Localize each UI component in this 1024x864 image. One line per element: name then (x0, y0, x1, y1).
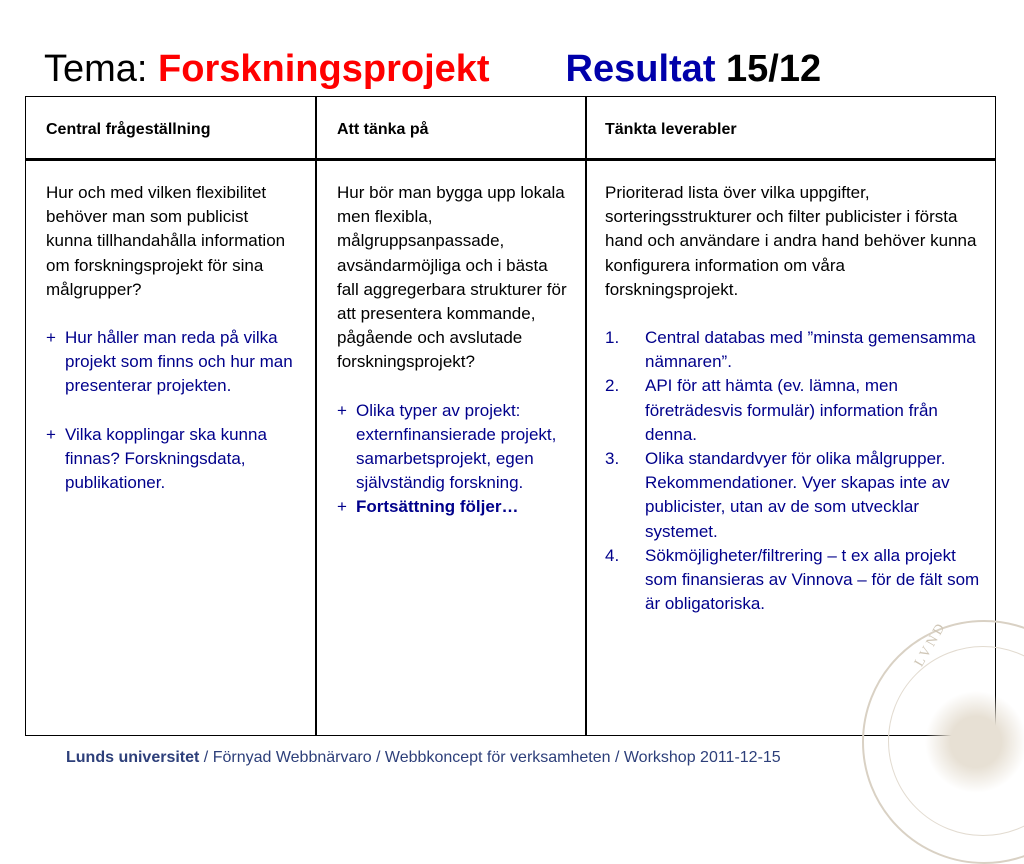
list-item: 3. Olika standardvyer för olika målgrupper. Rekommendationer. Vyer skapas inte av publicister, utan av de som utvecklar systemet. (605, 449, 950, 541)
slide-title (44, 44, 821, 94)
list-item: 1. Central databas med ”minsta gemensamma nämnaren”. (605, 328, 976, 372)
cell-central-question (46, 181, 298, 495)
plus-bullet-icon: + (337, 400, 347, 420)
column-header-considerations: Att tänka på (337, 121, 429, 138)
seal-text: LVND (912, 619, 950, 670)
footer (66, 749, 781, 767)
title-prefix: Tema: (44, 48, 159, 90)
bullet-item: + Olika typer av projekt: externfinansierade projekt, samarbetsprojekt, egen självständig forskning. (337, 400, 557, 493)
footer-university: Lunds universitet (66, 749, 200, 766)
plus-bullet-icon: + (337, 497, 347, 517)
cell-considerations (337, 181, 569, 520)
bullet-item: + Fortsättning följer… (337, 495, 569, 519)
bullet-item: + Hur håller man reda på vilka projekt som finns och hur man presenterar projekten. (46, 328, 293, 396)
column-header-deliverables: Tänkta leverabler (605, 121, 737, 138)
content-table (25, 96, 996, 736)
plus-bullet-icon: + (46, 328, 56, 348)
deliverables-list (605, 326, 981, 616)
header-divider (26, 158, 995, 161)
plus-bullet-icon: + (46, 424, 56, 444)
list-item: 2. API för att hämta (ev. lämna, men företrädesvis formulär) information från denna. (605, 376, 938, 444)
cell-intro: Prioriterad lista över vilka uppgifter, sorteringsstrukturer och filter publicister i första hand och användare i andra hand behöver kunna konfigurera information om våra forskningsprojekt. (605, 183, 977, 299)
bullet-item: + Vilka kopplingar ska kunna finnas? Forskningsdata, publikationer. (46, 424, 267, 493)
list-item: 4. Sökmöjligheter/filtrering – t ex alla projekt som finansieras av Vinnova – för de fält som är obligatoriska. (605, 545, 980, 614)
column-divider (585, 97, 587, 735)
title-date: 15/12 (726, 48, 822, 90)
title-topic: Forskningsprojekt (158, 48, 490, 90)
cell-intro: Hur och med vilken flexibilitet behöver man som publicist kunna tillhandahålla information om forskningsprojekt för sina målgrupper? (46, 183, 286, 299)
column-header-central-question: Central frågeställning (46, 121, 211, 138)
cell-intro: Hur bör man bygga upp lokala men flexibla, målgruppsanpassade, avsändarmöjliga och i bästa fall aggregerbara strukturer för att presentera kommande, pågående och avslutade forskningsprojekt? (337, 183, 567, 372)
column-divider (315, 97, 317, 735)
title-result-label: Resultat (565, 48, 716, 90)
cell-deliverables (605, 181, 981, 616)
footer-text: / Förnyad Webbnärvaro / Webbkoncept för verksamheten / Workshop 2011-12-15 (199, 749, 781, 766)
